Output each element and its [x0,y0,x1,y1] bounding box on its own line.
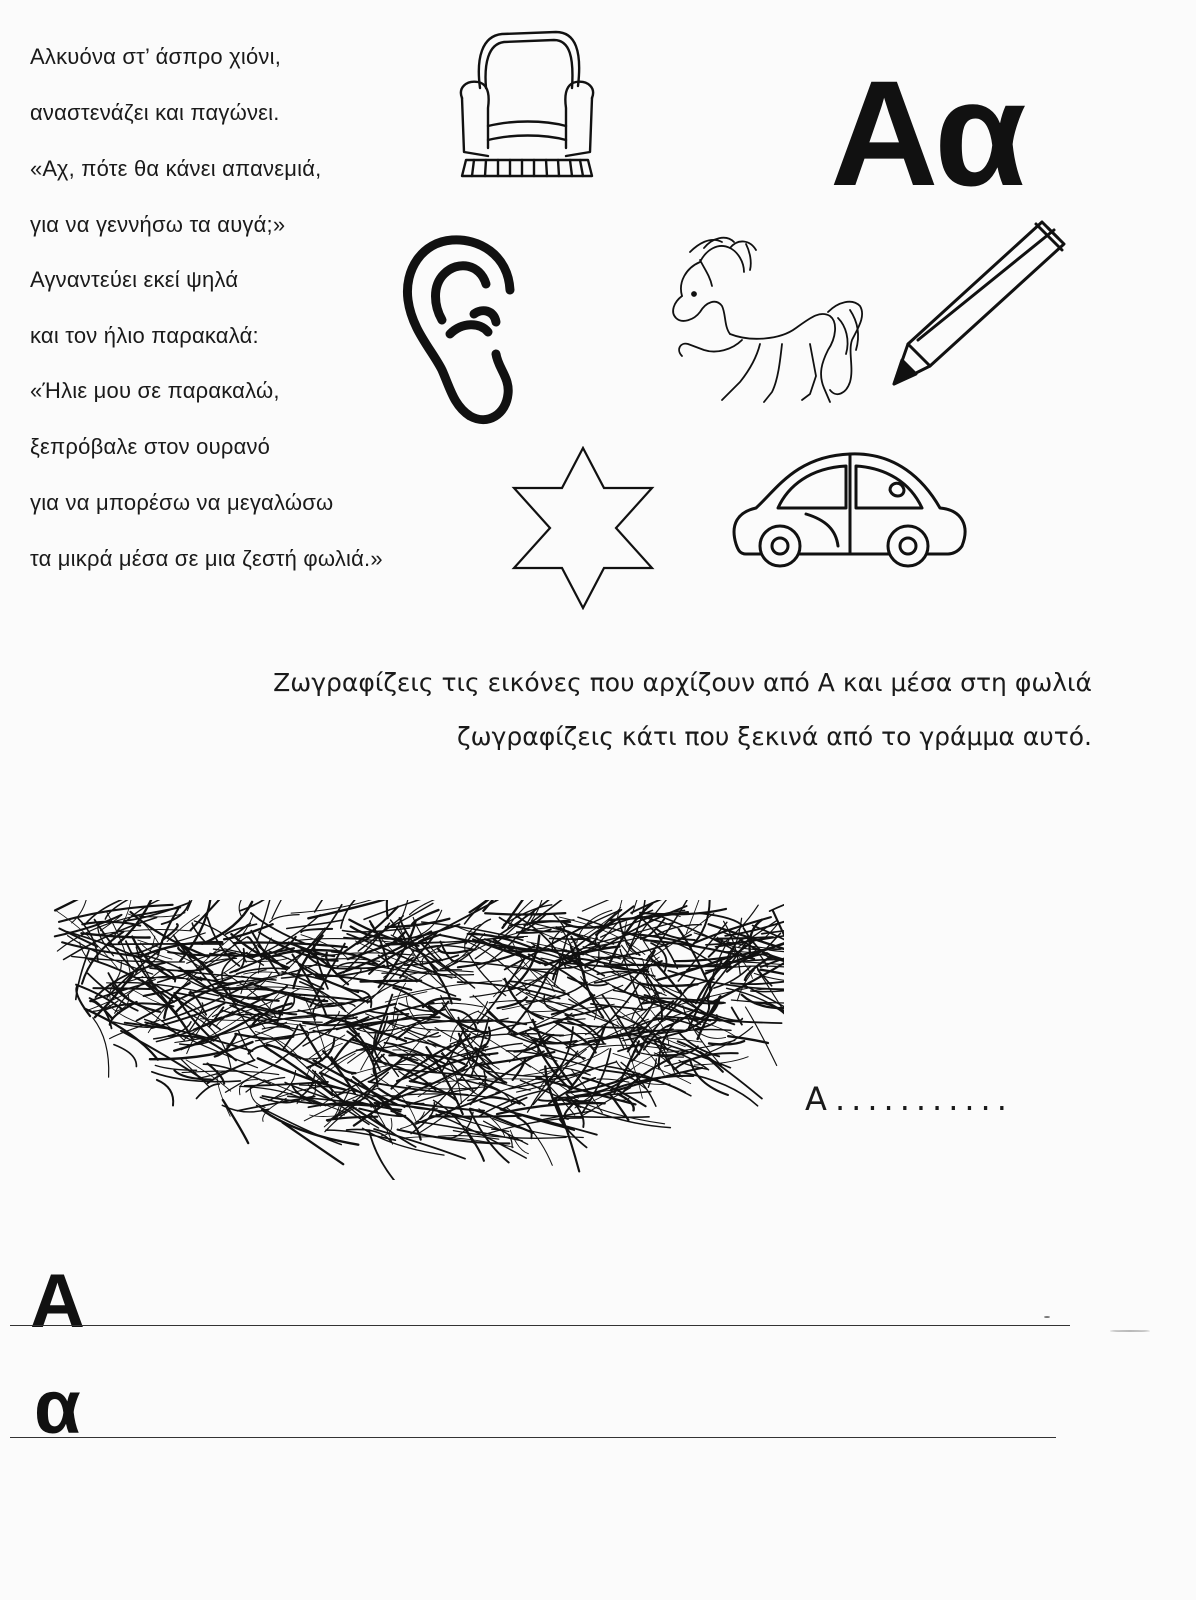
nest-stroke [287,920,343,929]
poem-line: ξεπρόβαλε στον ουρανό [30,434,271,459]
writing-line-uppercase[interactable] [10,1325,1070,1326]
nest-stroke [335,1056,414,1097]
nest-stroke [681,1072,758,1106]
poem-line: Αλκυόνα στ’ άσπρο χιόνι, [30,44,282,69]
practice-lowercase-letter: α [34,1365,81,1450]
scan-mark [1110,1330,1150,1332]
nest-stroke [429,1003,483,1007]
nest-stroke [93,1018,109,1077]
nest-stroke [300,1025,322,1061]
practice-uppercase-letter: Α [30,1259,85,1344]
nest-stroke [291,900,377,913]
nest-stroke [157,1080,173,1106]
poem-line: για να μπορέσω να μεγαλώσω [30,490,334,515]
nest-stroke [637,1011,691,1039]
nest-stroke [82,922,140,926]
pencil-icon [888,214,1072,390]
nest-stroke [270,915,299,923]
big-letter-heading: Αα [830,49,1023,217]
nest-stroke [430,1116,521,1117]
instruction-line: ζωγραφίζεις κάτι που ξεκινά από το γράμμα αυτό. [457,722,1092,751]
star-icon [510,446,656,610]
nest-stroke [93,988,150,989]
instructions [273,668,1092,776]
nest-stroke [746,1007,777,1066]
poem-line: για να γεννήσω τα αυγά;» [30,212,286,237]
poem-line: και τον ήλιο παρακαλά: [30,323,259,348]
poem-line: «Αχ, πότε θα κάνει απανεμιά, [30,156,322,181]
nest-stroke [95,920,137,973]
answer-letter: Α [805,1080,828,1118]
ear-icon [398,230,528,430]
horse-icon [660,232,870,412]
nest-drawing [44,900,784,1180]
scan-mark [1044,1316,1050,1318]
poem-line: αναστενάζει και παγώνει. [30,100,280,125]
nest-stroke [648,1059,656,1088]
car-icon [726,450,970,580]
instruction-line: Ζωγραφίζεις τις εικόνες που αρχίζουν από Α και μέσα στη φωλιά [273,668,1092,697]
poem-line: Αγναντεύει εκεί ψηλά [30,267,239,292]
nest-stroke [223,1100,248,1143]
answer-blank[interactable]: ........... [835,1080,1013,1118]
writing-line-lowercase[interactable] [10,1437,1056,1438]
poem-line: «Ήλιε μου σε παρακαλώ, [30,378,280,403]
nest-stroke [770,900,784,911]
nest-stroke [550,938,590,939]
nest-stroke [301,929,332,932]
poem-line: τα μικρά μέσα σε μια ζεστή φωλιά.» [30,546,383,571]
nest-stroke [727,988,784,1022]
nest-stroke [283,1123,344,1165]
nest-stroke [410,971,473,975]
nest-stroke [114,1045,136,1067]
armchair-icon [452,28,602,188]
